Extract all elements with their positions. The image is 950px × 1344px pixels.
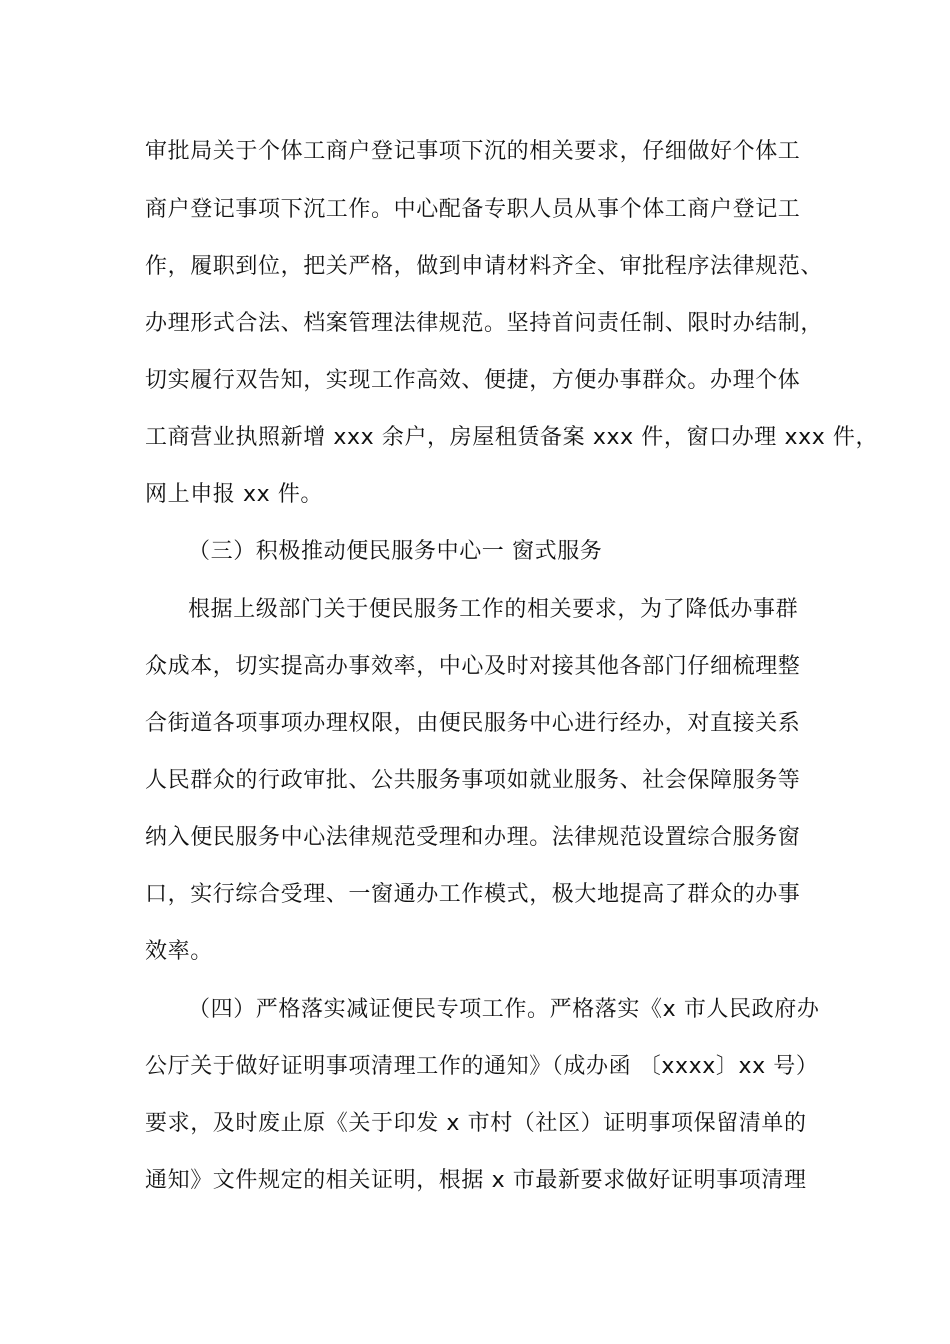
paragraph-line: 作，履职到位，把关严格，做到申请材料齐全、审批程序法律规范、 xyxy=(145,254,824,279)
paragraph-line: 公厅关于做好证明事项清理工作的通知》（成办函 〔xxxx〕xx 号） xyxy=(145,1054,819,1079)
paragraph-line: 合街道各项事项办理权限，由便民服务中心进行经办，对直接关系 xyxy=(145,711,801,736)
paragraph-line: 要求，及时废止原《关于印发 x 市村（社区）证明事项保留清单的 xyxy=(145,1111,807,1136)
paragraph-line: 通知》文件规定的相关证明，根据 x 市最新要求做好证明事项清理 xyxy=(145,1168,807,1193)
paragraph-line: 办理形式合法、档案管理法律规范。坚持首问责任制、限时办结制， xyxy=(145,311,824,336)
paragraph-line: 商户登记事项下沉工作。中心配备专职人员从事个体工商户登记工 xyxy=(145,197,801,222)
paragraph-line: 切实履行双告知，实现工作高效、便捷，方便办事群众。办理个体 xyxy=(145,368,801,393)
paragraph-line: 根据上级部门关于便民服务工作的相关要求，为了降低办事群 xyxy=(188,597,799,622)
paragraph-line: 人民群众的行政审批、公共服务事项如就业服务、社会保障服务等 xyxy=(145,768,801,793)
section-heading: （三）积极推动便民服务中心一 窗式服务 xyxy=(188,539,603,564)
paragraph-line: 众成本，切实提高办事效率，中心及时对接其他各部门仔细梳理整 xyxy=(145,654,801,679)
paragraph-line: 审批局关于个体工商户登记事项下沉的相关要求，仔细做好个体工 xyxy=(145,139,801,164)
paragraph-line: 工商营业执照新增 xxx 余户，房屋租赁备案 xxx 件，窗口办理 xxx 件， xyxy=(145,425,879,450)
paragraph-line: 效率。 xyxy=(145,939,213,964)
paragraph-line: 网上申报 xx 件。 xyxy=(145,482,324,507)
section-heading: （四）严格落实减证便民专项工作。严格落实《x 市人民政府办 xyxy=(188,997,820,1022)
paragraph-line: 纳入便民服务中心法律规范受理和办理。法律规范设置综合服务窗 xyxy=(145,825,801,850)
paragraph-line: 口，实行综合受理、一窗通办工作模式，极大地提高了群众的办事 xyxy=(145,882,801,907)
